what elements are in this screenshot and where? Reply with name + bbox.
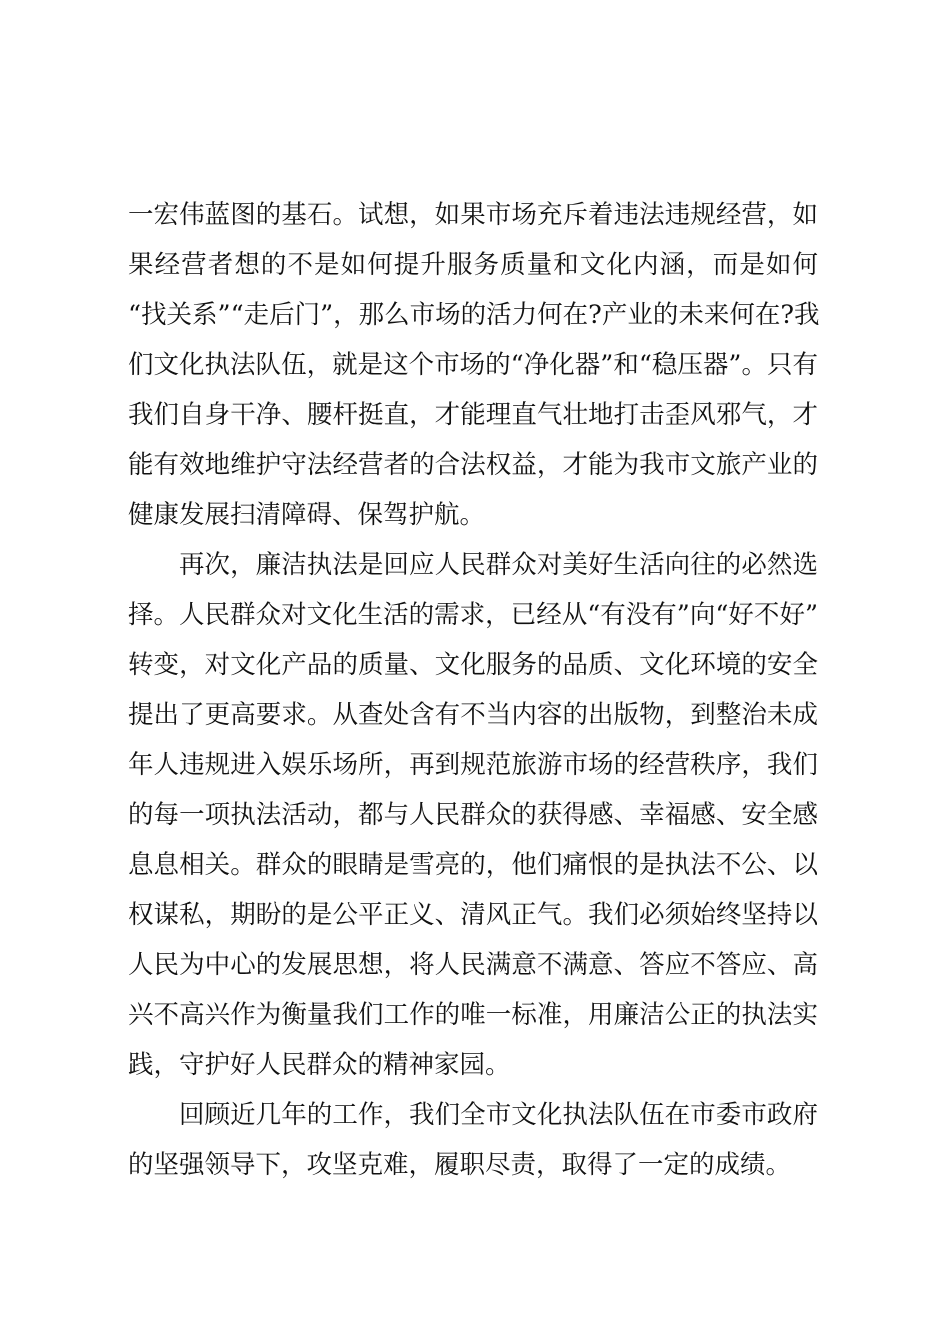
text-line: 的坚强领导下，攻坚克难，履职尽责，取得了一定的成绩。 <box>128 1150 792 1180</box>
paragraph-2 <box>128 540 818 1090</box>
text-line: 们文化执法队伍，就是这个市场的“净化器”和“稳压器”。只有 <box>128 350 818 380</box>
document-body <box>128 190 818 1190</box>
text-line: 能有效地维护守法经营者的合法权益，才能为我市文旅产业的 <box>128 450 818 480</box>
text-line: 回顾近几年的工作，我们全市文化执法队伍在市委市政府 <box>179 1100 818 1130</box>
text-line: 的每一项执法活动，都与人民群众的获得感、幸福感、安全感 <box>128 800 818 830</box>
text-line: “找关系”“走后门”，那么市场的活力何在?产业的未来何在?我 <box>128 300 820 330</box>
text-line: 我们自身干净、腰杆挺直，才能理直气壮地打击歪风邪气，才 <box>128 400 818 430</box>
text-line: 一宏伟蓝图的基石。试想，如果市场充斥着违法违规经营，如 <box>128 200 818 230</box>
text-line: 权谋私，期盼的是公平正义、清风正气。我们必须始终坚持以 <box>128 900 818 930</box>
text-line: 果经营者想的不是如何提升服务质量和文化内涵，而是如何 <box>128 250 818 280</box>
text-line: 兴不高兴作为衡量我们工作的唯一标准，用廉洁公正的执法实 <box>128 1000 818 1030</box>
text-line: 践，守护好人民群众的精神家园。 <box>128 1050 511 1080</box>
text-line: 转变，对文化产品的质量、文化服务的品质、文化环境的安全 <box>128 650 818 680</box>
paragraph-1 <box>128 190 818 540</box>
text-line: 再次，廉洁执法是回应人民群众对美好生活向往的必然选 <box>179 550 818 580</box>
text-line: 健康发展扫清障碍、保驾护航。 <box>128 500 486 530</box>
text-line: 息息相关。群众的眼睛是雪亮的，他们痛恨的是执法不公、以 <box>128 850 818 880</box>
text-line: 年人违规进入娱乐场所，再到规范旅游市场的经营秩序，我们 <box>128 750 818 780</box>
paragraph-3 <box>128 1090 818 1190</box>
text-line: 择。人民群众对文化生活的需求，已经从“有没有”向“好不好” <box>128 600 818 630</box>
text-line: 提出了更高要求。从查处含有不当内容的出版物，到整治未成 <box>128 700 818 730</box>
text-line: 人民为中心的发展思想，将人民满意不满意、答应不答应、高 <box>128 950 818 980</box>
